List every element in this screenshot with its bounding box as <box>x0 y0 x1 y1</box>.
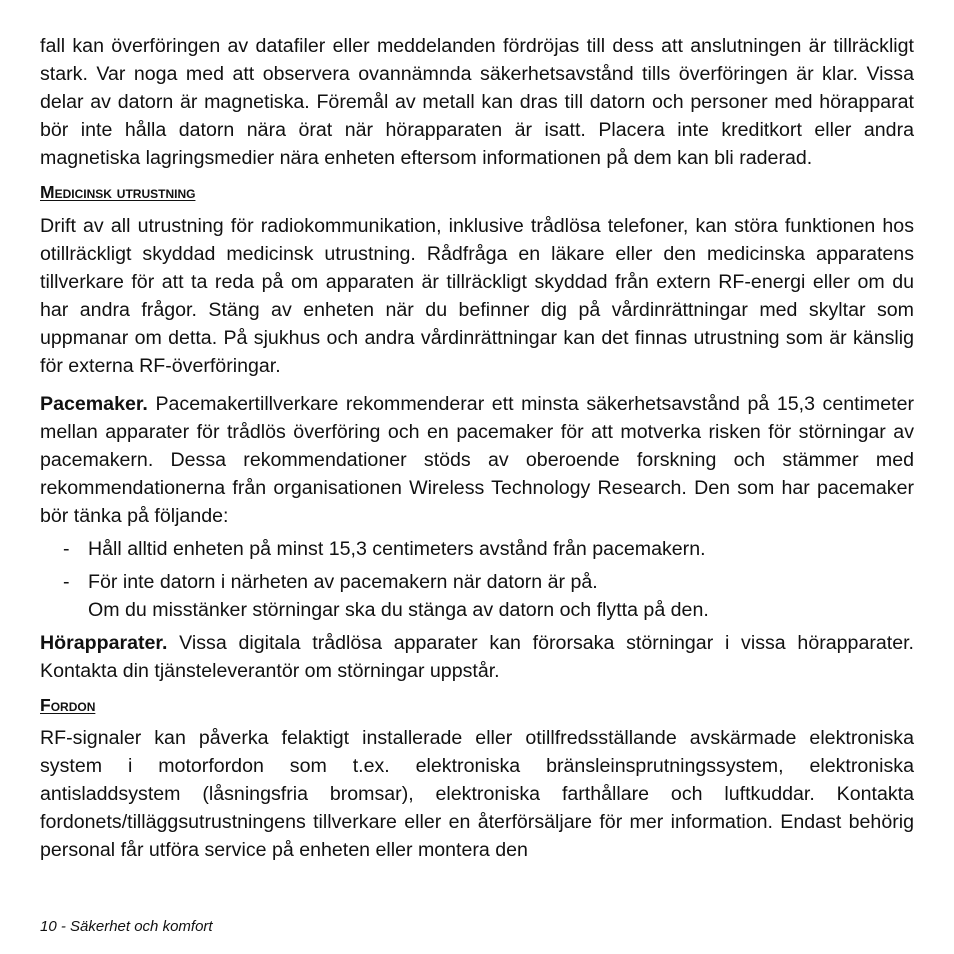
list-item-line: Om du misstänker störningar ska du stänga av datorn och flytta på den. <box>88 599 709 621</box>
pacemaker-lead: Pacemaker. <box>40 393 148 415</box>
intro-paragraph: fall kan överföringen av datafiler eller meddelanden fördröjas till dess att anslutningen är tillräckligt stark. Var noga med att observera ovannämnda säkerhetsavstånd tills överföringen är klar. Vissa delar av datorn är magnetiska. Föremål av metall kan dras till datorn och personer med hörapparat bör inte hålla datorn nära örat när hörapparaten är isatt. Placera inte kreditkort eller andra magnetiska lagringsmedier nära enheten eftersom informationen på dem kan bli raderad. <box>40 35 914 169</box>
vehicles-heading: Fordon <box>40 695 96 715</box>
list-item-line: Håll alltid enheten på minst 15,3 centimeters avstånd från pacemakern. <box>88 538 706 560</box>
medical-equipment-paragraph: Drift av all utrustning för radiokommunikation, inklusive trådlösa telefoner, kan störa funktionen hos otillräckligt skyddad medicinsk utrustning. Rådfråga en läkare eller den medicinska apparatens tillverkare för att ta reda på om apparaten är tillräckligt skyddad från extern RF-energi eller om du har andra frågor. Stäng av enheten när du befinner dig på vårdinrättningar med skyltar som uppmanar om detta. På sjukhus och andra vårdinrättningar kan det finnas utrustning som är känslig för externa RF-överföringar. <box>40 215 914 377</box>
dash-marker: - <box>63 571 70 593</box>
page-footer: 10 - Säkerhet och komfort <box>40 918 213 935</box>
page-content <box>40 32 914 864</box>
hearing-aids-paragraph <box>40 629 914 685</box>
list-item-line: För inte datorn i närheten av pacemakern när datorn är på. <box>88 571 598 593</box>
dash-marker: - <box>63 538 70 560</box>
pacemaker-paragraph <box>40 390 914 530</box>
pacemaker-advice-list <box>40 535 914 624</box>
list-item <box>40 535 914 563</box>
medical-equipment-heading: Medicinsk utrustning <box>40 182 196 202</box>
hearing-aids-lead: Hörapparater. <box>40 632 168 654</box>
hearing-aids-text: Vissa digitala trådlösa apparater kan förorsaka störningar i vissa hörapparater. Kontakta din tjänsteleverantör om störningar uppstår. <box>40 632 914 682</box>
list-item <box>40 568 914 624</box>
pacemaker-text: Pacemakertillverkare rekommenderar ett minsta säkerhetsavstånd på 15,3 centimeter mellan apparater för trådlös överföring och en pacemaker för att motverka risken för störningar av pacemakern. Dessa rekommendationer stöds av oberoende forskning och stämmer med rekommendationerna från organisationen Wireless Technology Research. Den som har pacemaker bör tänka på följande: <box>40 393 914 527</box>
vehicles-paragraph: RF-signaler kan påverka felaktigt installerade eller otillfredsställande avskärmade elektroniska system i motorfordon som t.ex. elektroniska bränsleinsprutningssystem, elektroniska antisladdsystem (låsningsfria bromsar), elektroniska farthållare och luftkuddar. Kontakta fordonets/tilläggsutrustningens tillverkare eller en återförsäljare för mer information. Endast behörig personal får utföra service på enheten eller montera den <box>40 727 914 861</box>
